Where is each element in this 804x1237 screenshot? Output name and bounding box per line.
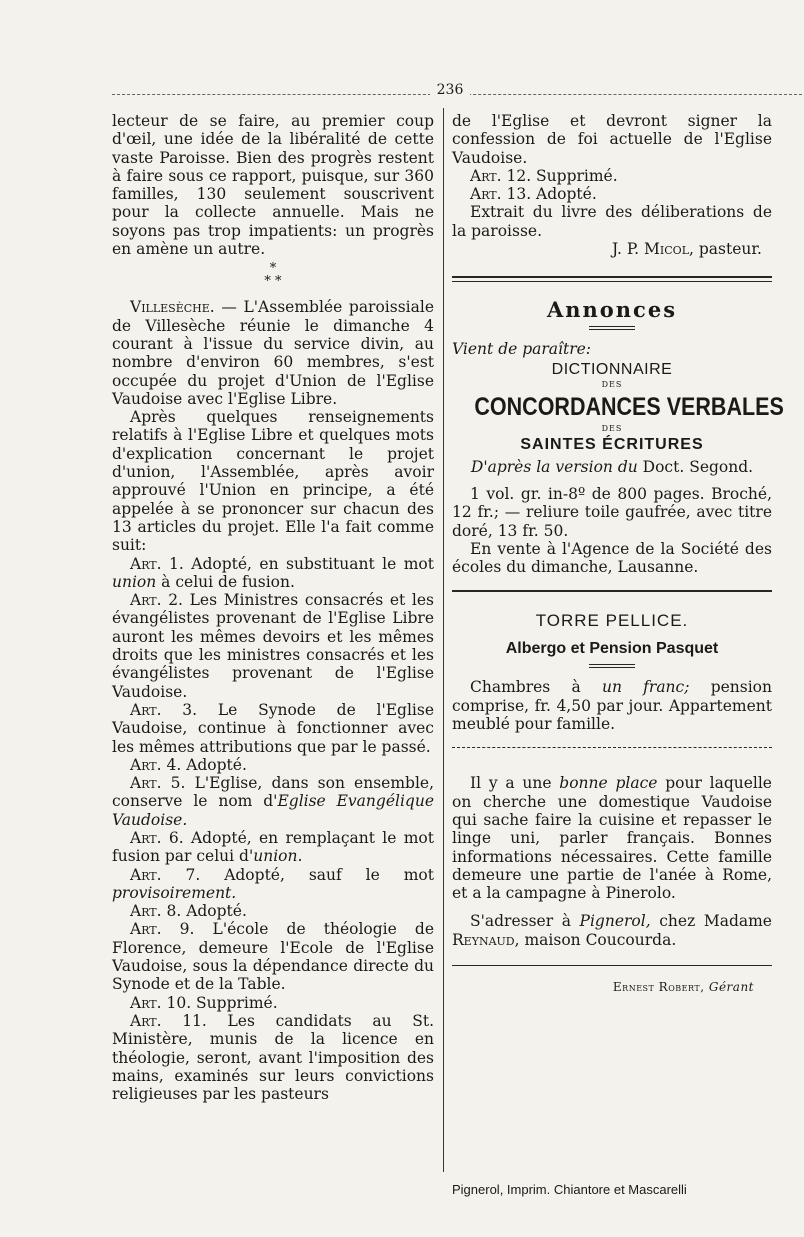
article-11: Art. 11. Les candidats au St. Ministère, munis de la licence en théologie, seront, avant l'imposition des mains, examinés sur leurs convictions religieuses par les pasteurs <box>112 1011 435 1104</box>
gerant-line: Ernest Robert, Gérant <box>612 980 754 995</box>
right-column <box>452 112 784 996</box>
torre-pellice-heading: TORRE PELLICE. <box>535 611 689 631</box>
vente-details: En vente à l'Agence de la Société des écoles du dimanche, Lausanne. <box>452 539 772 577</box>
title-ornament <box>589 326 635 330</box>
article-8: Art. 8. Adopté. <box>130 902 247 921</box>
paragraph-confession: de l'Eglise et devront signer la confession de foi actuelle de l'Eglise Vaudoise. <box>452 112 772 167</box>
des-label-2: DES <box>601 423 623 433</box>
adresser-line: S'adresser à Pignerol, chez Madame Reynaud, maison Coucourda. <box>452 912 772 949</box>
article-10: Art. 10. Supprimé. <box>130 993 278 1012</box>
article-3: Art. 3. Le Synode de l'Eglise Vaudoise, continue à fonctionner avec les mêmes attributions que par le passé. <box>112 700 434 756</box>
article-5: Art. 5. L'Eglise, dans son ensemble, conserve le nom d'Eglise Evangélique Vaudoise. <box>112 774 434 829</box>
asterism-bottom: * * <box>264 274 282 290</box>
volume-details: 1 vol. gr. in-8º de 800 pages. Broché, 12 fr.; — reliure toile gaufrée, avec titre doré, 13 fr. 50. <box>452 484 772 540</box>
bonne-place-ad: Il y a une bonne place pour laquelle on cherche une domestique Vaudoise qui sache faire la cuisine et repasser le linge uni, parler français. Bonnes informations nécessaires. Cette famille demeure une partie de l'anée à Rome, et a la campagne à Pinerolo. <box>452 774 772 903</box>
saintes-ecritures-heading: SAINTES ÉCRITURES <box>520 435 704 453</box>
concordances-heading: CONCORDANCES VERBALES <box>474 392 784 421</box>
paragraph-renseignements: Après quelques renseignements relatifs à l'Eglise Libre et quelques mots d'explication concernant le projet d'union, l'Assemblée, après avoir approuvé l'Union en principe, a été appelée à se prononcer sur chacun des 13 articles du projet. Elle l'a fait comme suit: <box>112 408 434 555</box>
article-1: Art. 1. Adopté, en substituant le mot union à celui de fusion. <box>112 554 434 591</box>
paragraph-villeseche: Villesèche. — L'Assemblée paroissiale de Villesèche réunie le dimanche 4 courant à l'issue du service divin, au nombre d'environ 60 membres, s'est occupée du projet d'Union de l'Eglise Vaudoise avec l'Eglise Libre. <box>112 298 434 408</box>
dictionnaire-heading: DICTIONNAIRE <box>551 360 673 378</box>
section-rule <box>452 276 772 282</box>
ad-rule-1 <box>452 590 772 592</box>
paragraph-extrait: Extrait du livre des déliberations de la paroisse. <box>452 203 772 240</box>
printer-imprint: Pignerol, Imprim. Chiantore et Mascarelli <box>452 1182 687 1197</box>
column-divider <box>443 108 444 1172</box>
annonces-title: Annonces <box>546 297 678 323</box>
albergo-heading: Albergo et Pension Pasquet <box>505 640 719 658</box>
left-column <box>112 112 434 1103</box>
asterism-top: * <box>269 261 277 277</box>
ad-rule-2 <box>452 747 772 748</box>
version-line: D'après la version du Doct. Segond. <box>470 457 754 476</box>
article-6: Art. 6. Adopté, en remplaçant le mot fusion par celui d'union. <box>112 828 434 866</box>
villeseche-label: Villesèche. <box>130 298 215 317</box>
page-number: 236 <box>430 82 470 98</box>
vient-de-paraitre: Vient de paraître: <box>452 340 592 359</box>
des-label-1: DES <box>601 379 623 389</box>
article-4: Art. 4. Adopté. <box>130 755 247 774</box>
article-7: Art. 7. Adopté, sauf le mot provisoirement. <box>112 865 434 902</box>
article-2: Art. 2. Les Ministres consacrés et les évangélistes provenant de l'Eglise Libre auront les mêmes devoirs et les mêmes droits que les ministres consacrés et les évangélistes provenant de l'Eglise Vaudoise. <box>112 591 435 701</box>
chambres-details: Chambres à un franc; pension comprise, fr. 4,50 par jour. Appartement meublé pour famille. <box>452 678 772 734</box>
albergo-ornament <box>589 664 635 668</box>
article-12: Art. 12. Supprimé. <box>470 166 618 185</box>
asterism <box>112 262 434 288</box>
article-9: Art. 9. L'école de théologie de Florence, demeure l'Ecole de l'Eglise Vaudoise, sous la dépendance directe du Synode et de la Table. <box>112 920 435 994</box>
signature: J. P. Micol, pasteur. <box>612 240 762 259</box>
paragraph-collecte: lecteur de se faire, au premier coup d'œil, une idée de la libéralité de cette vaste Paroisse. Bien des progrès restent à faire sous ce rapport, puisque, sur 360 familles, 130 seulement souscrivent pour la collecte annuelle. Mais ne soyons pas trop impatients: un progrès en amène un autre. <box>112 112 434 259</box>
footer-rule <box>452 965 772 966</box>
article-13: Art. 13. Adopté. <box>470 185 597 204</box>
